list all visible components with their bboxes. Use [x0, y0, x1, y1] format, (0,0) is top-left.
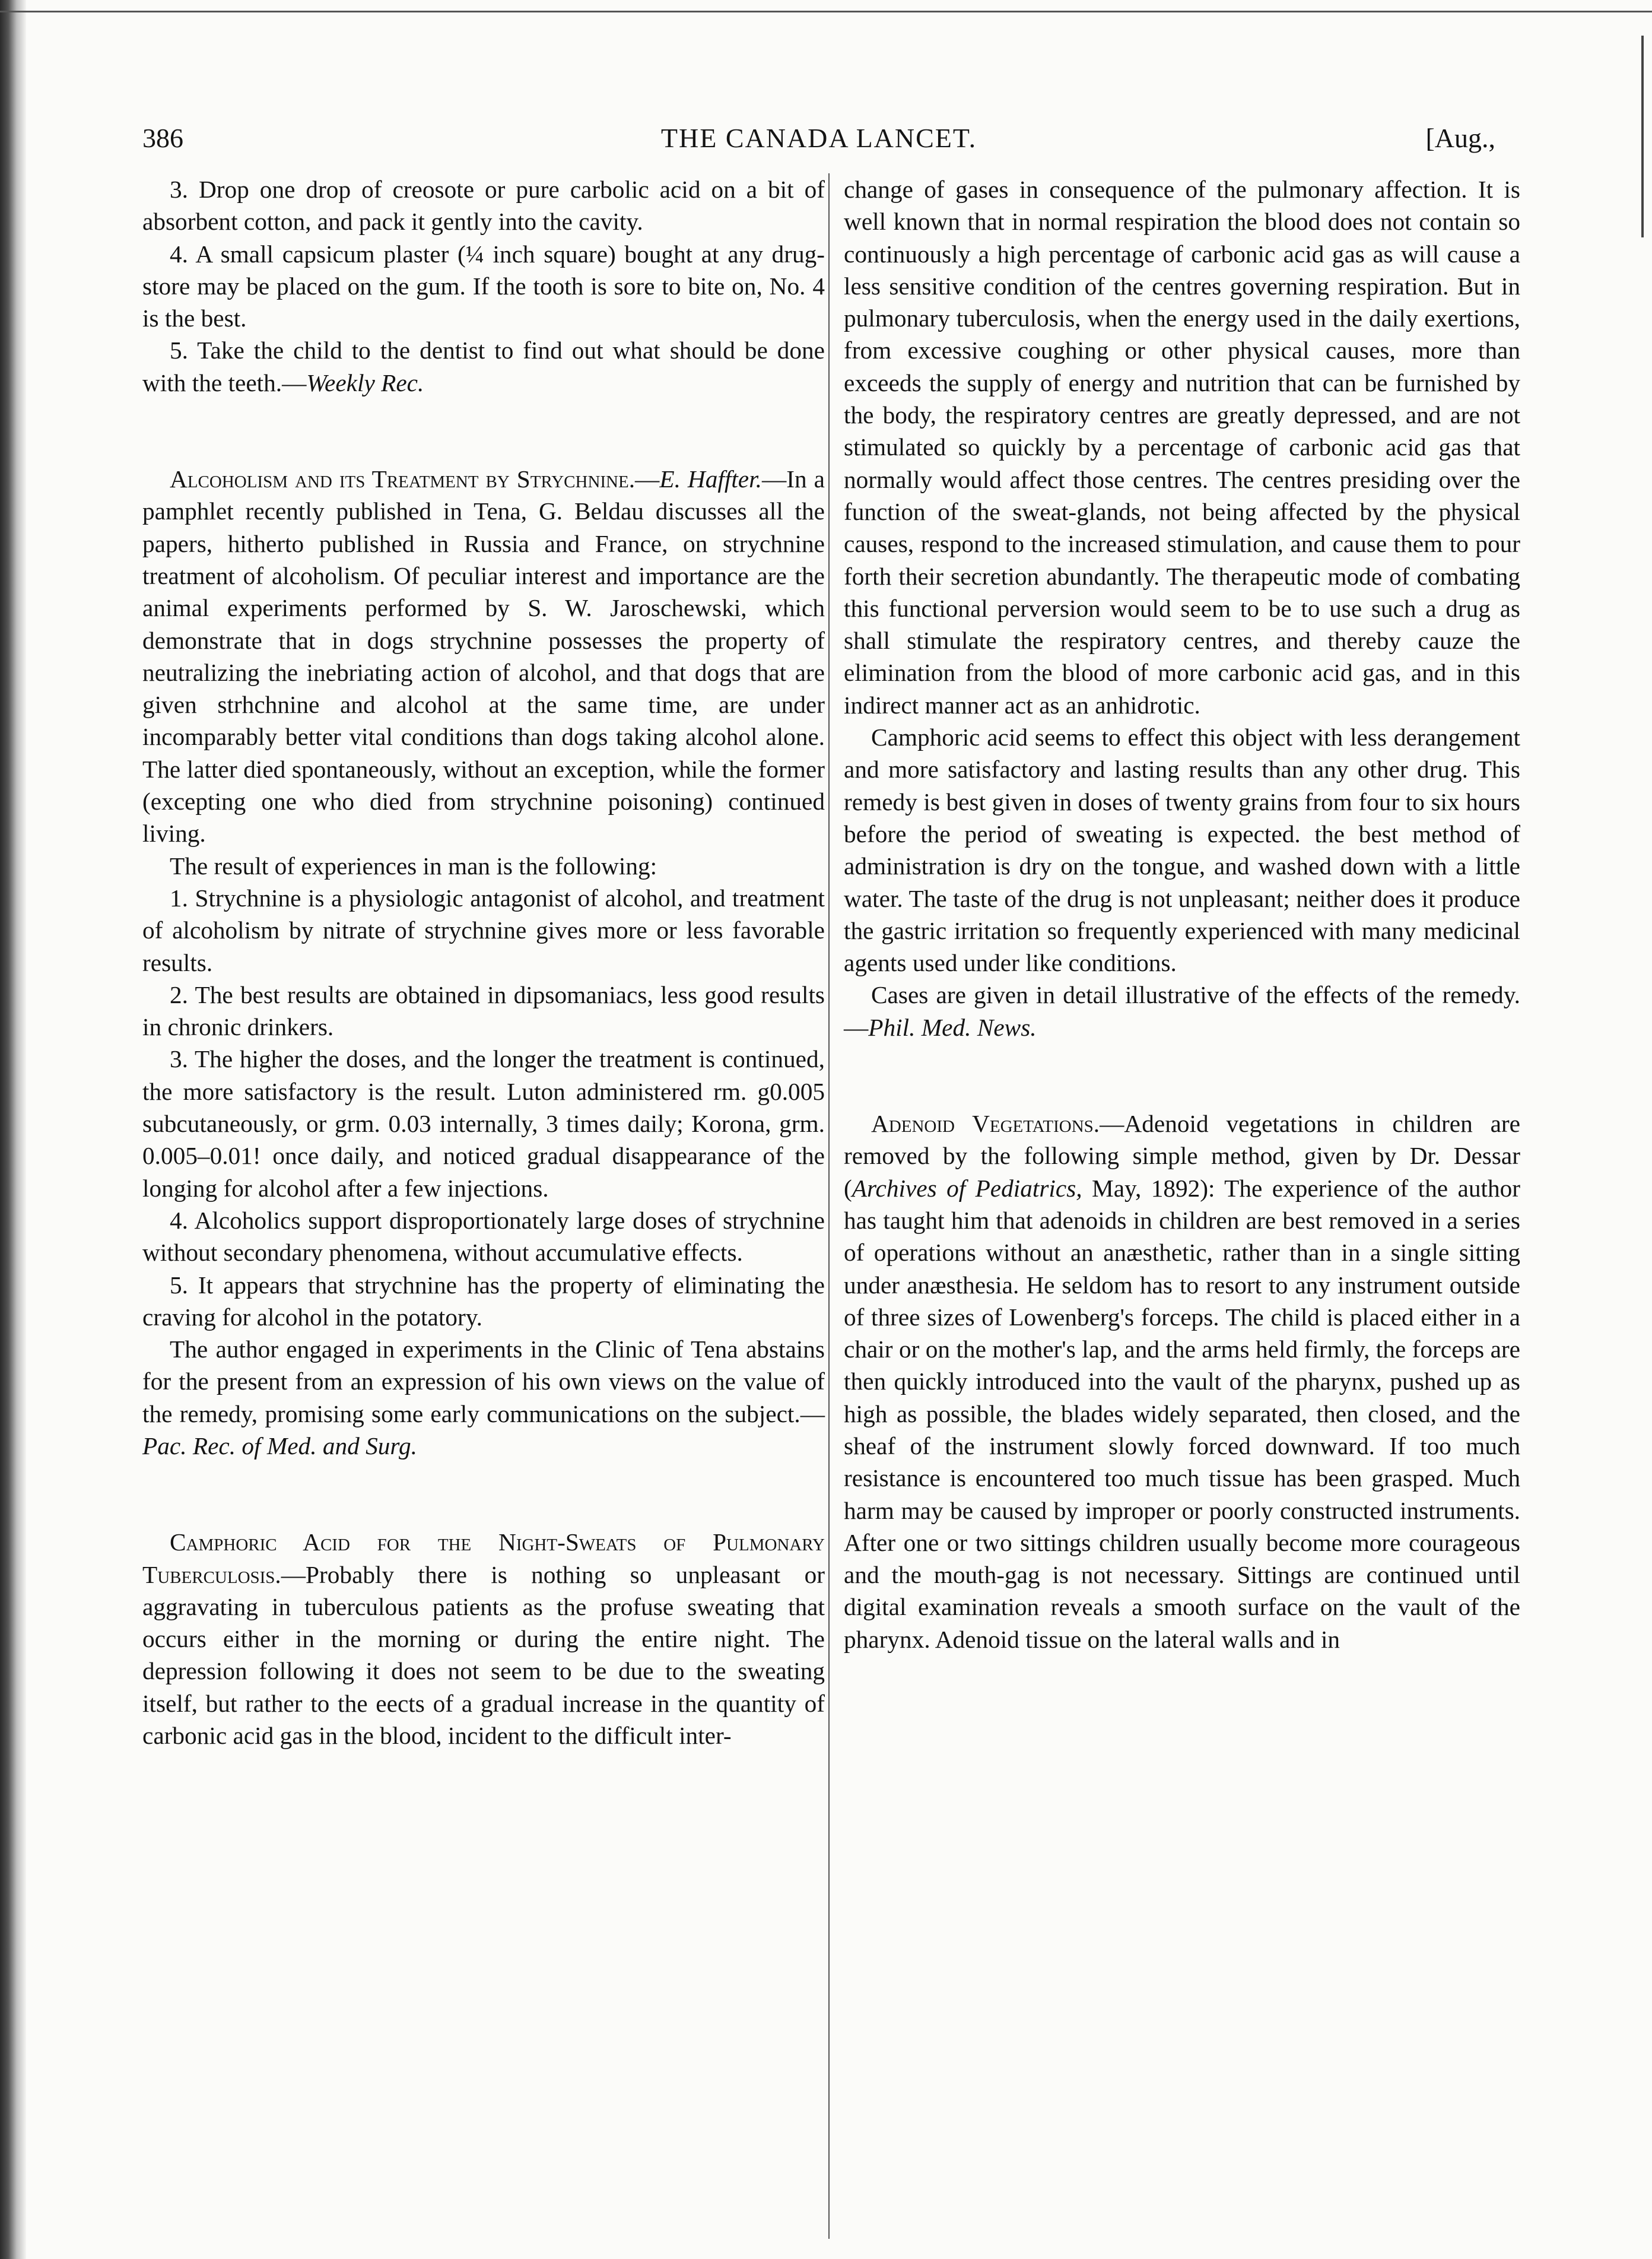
issue-month: [Aug.,	[1425, 123, 1495, 153]
alcoholism-result-intro: The result of experiences in man is the following:	[170, 852, 657, 880]
adenoid-heading: Adenoid Vegetations.	[871, 1110, 1100, 1138]
alcoholism-result-5: 5. It appears that strychnine has the property of eliminating the craving for alcohol in the potatory.	[142, 1271, 825, 1331]
alcoholism-result-1: 1. Strychnine is a physiologic antagonist of alcohol, and treatment of alcoholism by nitrate of strychnine gives more or less favorable results.	[142, 884, 825, 976]
camphoric-paragraph-2: Camphoric acid seems to effect this object with less derangement and more satisfactory and lasting results than any other drug. This remedy is best given in doses of twenty grains from four to six hours before the period of sweating is expected. the best method of administration is dry on the tongue, and washed down with a little water. The taste of the drug is not unpleasant; neither does it produce the gastric irritation so frequently experienced with many medicinal agents used under like conditions.	[844, 724, 1520, 977]
section-gap	[142, 399, 825, 463]
right-column	[844, 173, 1520, 1655]
teething-item-4: 4. A small capsicum plaster (¼ inch square) bought at any drug-store may be placed on the gum. If the tooth is sore to bite on, No. 4 is the best.	[142, 240, 825, 332]
camphoric-paragraph-3	[844, 979, 1520, 1043]
adenoid-text-b: May, 1892): The experience of the author has taught him that adenoids in children are best removed in a series of operations without an anæsthetic, rather than in a single sitting under anæsthesia. He seldom has to resort to any instrument outside of three sizes of Lowenberg's forceps. The child is placed either in a chair or on the mother's lap, and the arms held firmly, the forceps are then quickly introduced into the vault of the pharynx, pushed up as high as possible, the blades widely separated, then closed, and the sheaf of the instrument slowly forced downward. If too much resistance is encountered too much tissue has been grasped. Much harm may be caused by improper or poorly constructed instruments. After one or two sittings children usually become more courageous and the mouth-gag is not necessary. Sittings are continued until digital examination reveals a smooth surface on the vault of the pharynx. Adenoid tissue on the lateral walls and in	[844, 1174, 1520, 1653]
teething-item-5	[142, 334, 825, 399]
camphoric-text-left: —Probably there is nothing so unpleasant or aggravating in tuberculous patients as the profuse sweating that occurs either in the morning or during the entire night. The depression following it does not seem to be due to the sweating itself, but rather to the eects of a gradual increase in the quantity of carbonic acid gas in the blood, incident to the difficult inter-	[142, 1560, 825, 1750]
alcoholism-result-4: 4. Alcoholics support disproportionately large doses of strychnine without secondary phenomena, without accumulative effects.	[142, 1206, 825, 1267]
camphoric-heading: Camphoric Acid for the Night-Sweats of Pulmonary Tuberculosis.	[142, 1528, 825, 1588]
adenoid-paragraph	[844, 1108, 1520, 1655]
alcoholism-conclusion-text: The author engaged in experiments in the Clinic of Tena abstains for the present from an expression of his own views on the value of the remedy, promising some early communications on the subject.—	[142, 1335, 825, 1427]
alcoholism-intro	[142, 463, 825, 850]
alcoholism-conclusion	[142, 1333, 825, 1462]
running-header	[142, 122, 1495, 165]
top-edge-rule	[0, 11, 1652, 12]
teething-item-5-text: 5. Take the child to the dentist to find out what should be done with the teeth.—	[142, 337, 825, 396]
adenoid-journal: Archives of Pediatrics,	[852, 1174, 1082, 1202]
camphoric-intro	[142, 1526, 825, 1752]
teething-source: Weekly Rec.	[306, 369, 424, 396]
left-column	[142, 173, 825, 1752]
camphoric-paragraph-3-text: Cases are given in detail illustrative of the effects of the remedy.—	[844, 981, 1520, 1041]
column-divider	[828, 173, 830, 2239]
right-edge-rule	[1641, 36, 1644, 237]
alcoholism-result-2: 2. The best results are obtained in dipsomaniacs, less good results in chronic drinkers.	[142, 981, 825, 1041]
page-binding-shadow	[0, 0, 26, 2259]
page-number: 386	[142, 123, 183, 153]
author-separator: —	[635, 465, 660, 493]
alcoholism-author: E. Haffter.	[659, 465, 762, 493]
journal-title: THE CANADA LANCET.	[660, 123, 977, 153]
alcoholism-heading: Alcoholism and its Treatment by Strychnine.	[170, 465, 636, 493]
alcoholism-result-3: 3. The higher the doses, and the longer the treatment is continued, the more satisfactory is the result. Luton administered rm. g0.005 subcutaneously, or grm. 0.03 internally, 3 times daily; Korona, grm. 0.005–0.01! once daily, and noticed gradual disappearance of the longing for alcohol after a few injections.	[142, 1045, 825, 1202]
alcoholism-source: Pac. Rec. of Med. and Surg.	[142, 1432, 417, 1460]
alcoholism-intro-text: —In a pamphlet recently published in Tena, G. Beldau discusses all the papers, hitherto published in Russia and France, on strychnine treatment of alcoholism. Of peculiar interest and importance are the animal experiments performed by S. W. Jaroschewski, which demonstrate that in dogs strychnine possesses the property of neutralizing the inebriating action of alcohol, and that dogs that are given strhchnine and alcohol at the same time, are under incomparably better vital conditions than dogs taking alcohol alone. The latter died spontaneously, without an exception, while the former (excepting one who died from strychnine poisoning) continued living.	[142, 465, 825, 848]
teething-item-3: 3. Drop one drop of creosote or pure carbolic acid on a bit of absorbent cotton, and pack it gently into the cavity.	[142, 176, 825, 236]
section-gap	[844, 1043, 1520, 1108]
camphoric-continuation: change of gases in consequence of the pulmonary affection. It is well known that in normal respiration the blood does not contain so continuously a high percentage of carbonic acid gas as will cause a less sensitive condition of the centres governing respiration. But in pulmonary tuberculosis, when the energy used in the daily exertions, from excessive coughing or other physical causes, more than exceeds the supply of energy and nutrition that can be furnished by the body, the respiratory centres are greatly depressed, and are not stimulated so quickly by a percentage of carbonic acid gas that normally would affect those centres. The centres presiding over the function of the sweat-glands, not being affected by the physical causes, respond to the increased stimulation, and cause them to pour forth their secretion abundantly. The therapeutic mode of combating this functional perversion would seem to be to use such a drug as shall stimulate the respiratory centres, and thereby cauze the elimination from the blood of more carbonic acid gas, and in this indirect manner act as an anhidrotic.	[844, 176, 1520, 719]
section-gap	[142, 1462, 825, 1526]
camphoric-source: Phil. Med. News.	[868, 1013, 1037, 1041]
adenoid-text-a: —Adenoid vegetations in children are removed by the following simple method, given by Dr. Dessar (	[844, 1110, 1520, 1202]
